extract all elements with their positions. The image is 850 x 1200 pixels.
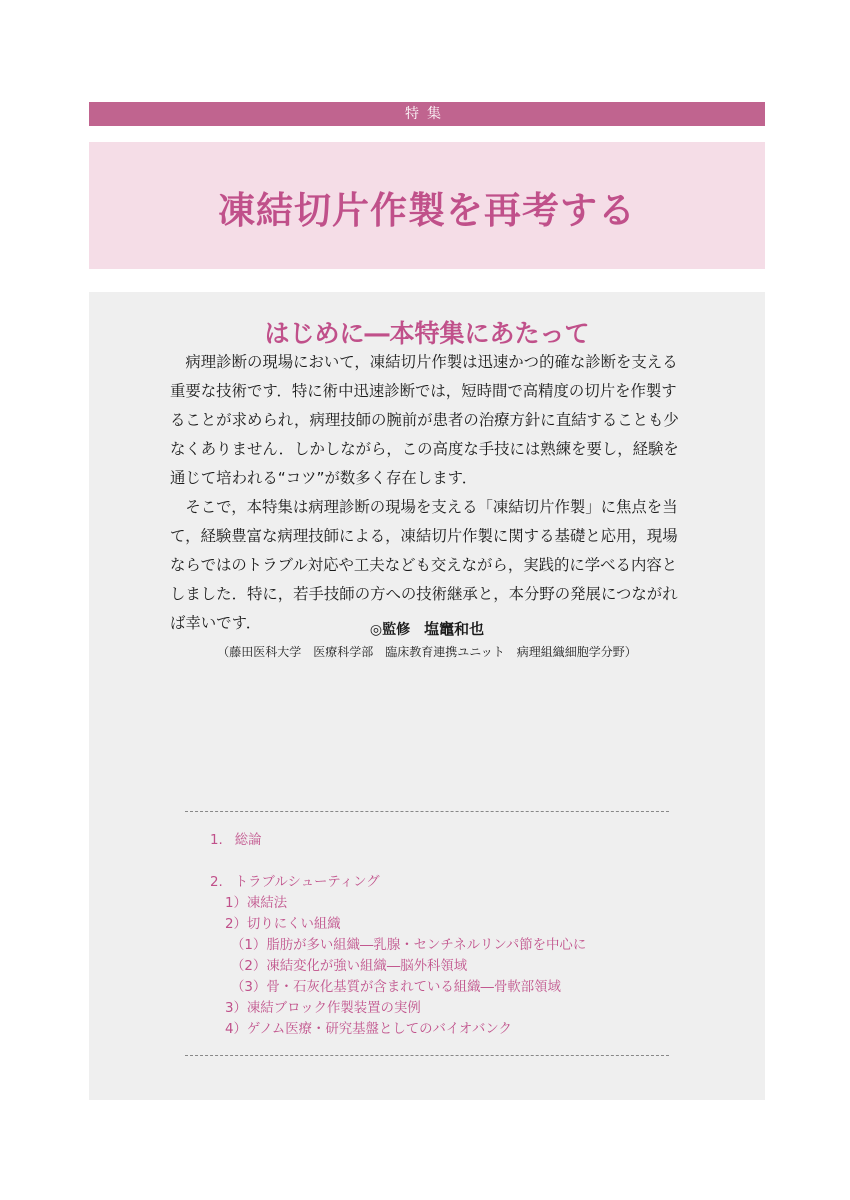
toc-item-2-2-3[interactable] [231, 976, 561, 995]
toc-item-2-3[interactable] [225, 997, 421, 1016]
supervisor-name: 塩竈和也 [424, 620, 485, 638]
intro-paragraph: そこで，本特集は病理診断の現場を支える「凍結切片作製」に焦点を当て，経験豊富な病理技師による，凍結切片作製に関する基礎と応用，現場ならではのトラブル対応や工夫なども交えながら，実践的に学べる内容としました．特に，若手技師の方への技術継承と，本分野の発展につながれば幸いです． [170, 498, 678, 632]
toc-divider-bottom [185, 1055, 669, 1056]
toc-item-text: 切りにくい組織 [246, 917, 341, 932]
toc-item-2-4[interactable] [225, 1018, 512, 1037]
intro-body [170, 348, 686, 638]
supervisor-line [89, 618, 765, 639]
toc-item-number: 1） [225, 896, 247, 911]
toc-item-text: トラブルシューティング [234, 875, 380, 890]
toc-item-number: 3） [225, 1001, 247, 1016]
supervisor-label: ◎監修 [369, 622, 411, 638]
toc-item-2-2[interactable] [225, 913, 341, 932]
toc-item-text: 総論 [234, 833, 262, 848]
toc-item-number: （1） [231, 938, 267, 953]
title-banner [89, 142, 765, 269]
toc-item-number: 2. [210, 875, 223, 890]
toc-item-1[interactable] [210, 829, 262, 848]
toc-item-text: ゲノム医療・研究基盤としてのバイオバンク [246, 1022, 512, 1037]
toc-item-2-2-2[interactable] [231, 955, 467, 974]
intro-paragraph: 病理診断の現場において，凍結切片作製は迅速かつ的確な診断を支える重要な技術です．特に術中迅速診断では，短時間で高精度の切片を作製することが求められ，病理技師の腕前が患者の治療方針に直結することも少なくありません．しかしながら，この高度な手技には熟練を要し，経験を通じて培われる“コツ”が数多く存在します． [170, 353, 679, 487]
toc-item-number: （2） [231, 959, 267, 974]
supervisor-affiliation: （藤田医科大学 医療科学部 臨床教育連携ユニット 病理組織細胞学分野） [217, 645, 637, 659]
toc-item-number: 4） [225, 1022, 247, 1037]
toc-divider-top [185, 811, 669, 812]
toc-item-2-1[interactable] [225, 892, 287, 911]
section-label-bar [89, 102, 765, 126]
toc-item-2-2-1[interactable] [231, 934, 586, 953]
toc-item-text: 凍結法 [246, 896, 288, 911]
toc-item-text: 骨・石灰化基質が含まれている組織―骨軟部領域 [266, 980, 561, 995]
toc-item-text: 凍結変化が強い組織―脳外科領域 [266, 959, 468, 974]
toc-item-number: （3） [231, 980, 267, 995]
toc-item-number: 2） [225, 917, 247, 932]
toc-item-number: 1. [210, 833, 223, 848]
page-title: 凍結切片作製を再考する [218, 189, 636, 232]
intro-heading: はじめに―本特集にあたって [264, 319, 590, 348]
content-panel [89, 292, 765, 1100]
section-label: 特集 [405, 106, 449, 122]
toc-item-text: 凍結ブロック作製装置の実例 [246, 1001, 421, 1016]
toc-item-text: 脂肪が多い組織―乳腺・センチネルリンパ節を中心に [266, 938, 587, 953]
toc-item-2[interactable] [210, 871, 380, 890]
